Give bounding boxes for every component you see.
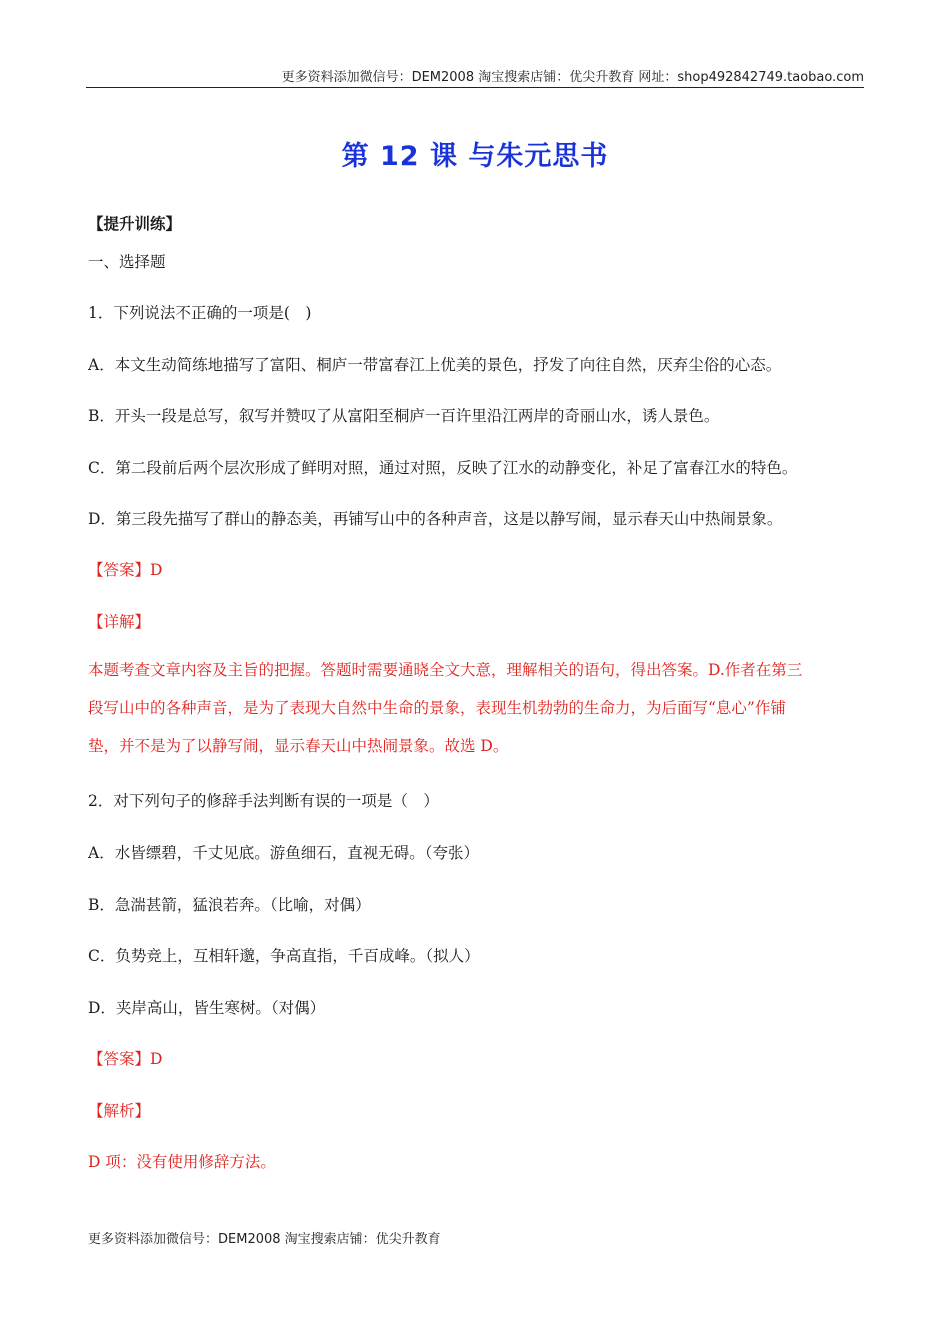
question-1-option-b: B．开头一段是总写，叙写并赞叹了从富阳至桐庐一百许里沿江两岸的奇丽山水，诱人景色。 [88,407,720,425]
question-1-answer: 【答案】D [88,561,163,579]
question-1-stem: 1．下列说法不正确的一项是( ) [88,304,312,322]
question-2-explain-label: 【解析】 [88,1102,151,1120]
question-2-option-a: A．水皆缥碧，千丈见底。游鱼细石，直视无碍。（夸张） [88,844,479,862]
question-1-option-a: A．本文生动简练地描写了富阳、桐庐一带富春江上优美的景色，抒发了向往自然，厌弃尘俗的心态。 [88,356,782,374]
question-2-option-b: B．急湍甚箭，猛浪若奔。（比喻，对偶） [88,896,371,914]
page-title: 第 12 课 与朱元思书 [341,141,609,172]
question-2-stem: 2．对下列句子的修辞手法判断有误的一项是（ ） [88,792,439,810]
section-type: 一、选择题 [88,253,166,271]
page-footer: 更多资料添加微信号：DEM2008 淘宝搜索店铺：优尖升教育 [88,1232,441,1247]
question-2-option-d: D．夹岸高山，皆生寒树。（对偶） [88,999,326,1017]
question-2-option-c: C．负势竞上，互相轩邈，争高直指，千百成峰。（拟人） [88,947,480,965]
question-1-explanation [88,651,860,765]
section-label: 【提升训练】 [88,214,182,233]
question-1-explain-line: 本题考查文章内容及主旨的把握。答题时需要通晓全文大意，理解相关的语句，得出答案。D.作者在第三 [88,661,803,679]
question-1-option-d: D．第三段先描写了群山的静态美，再铺写山中的各种声音，这是以静写闹，显示春天山中热闹景象。 [88,510,783,528]
question-1-explain-label: 【详解】 [88,613,151,631]
question-2-answer: 【答案】D [88,1050,163,1068]
page-header: 更多资料添加微信号：DEM2008 淘宝搜索店铺：优尖升教育 网址：shop492842749.taobao.com [281,70,864,85]
question-1-explain-line: 段写山中的各种声音，是为了表现大自然中生命的景象，表现生机勃勃的生命力，为后面写“息心”作铺 [88,699,786,717]
question-1-explain-line: 垫，并不是为了以静写闹，显示春天山中热闹景象。故选 D。 [88,737,509,755]
question-2-explain-line: D 项：没有使用修辞方法。 [88,1153,276,1171]
header-divider [86,87,864,88]
question-1-option-c: C．第二段前后两个层次形成了鲜明对照，通过对照，反映了江水的动静变化，补足了富春江水的特色。 [88,459,798,477]
